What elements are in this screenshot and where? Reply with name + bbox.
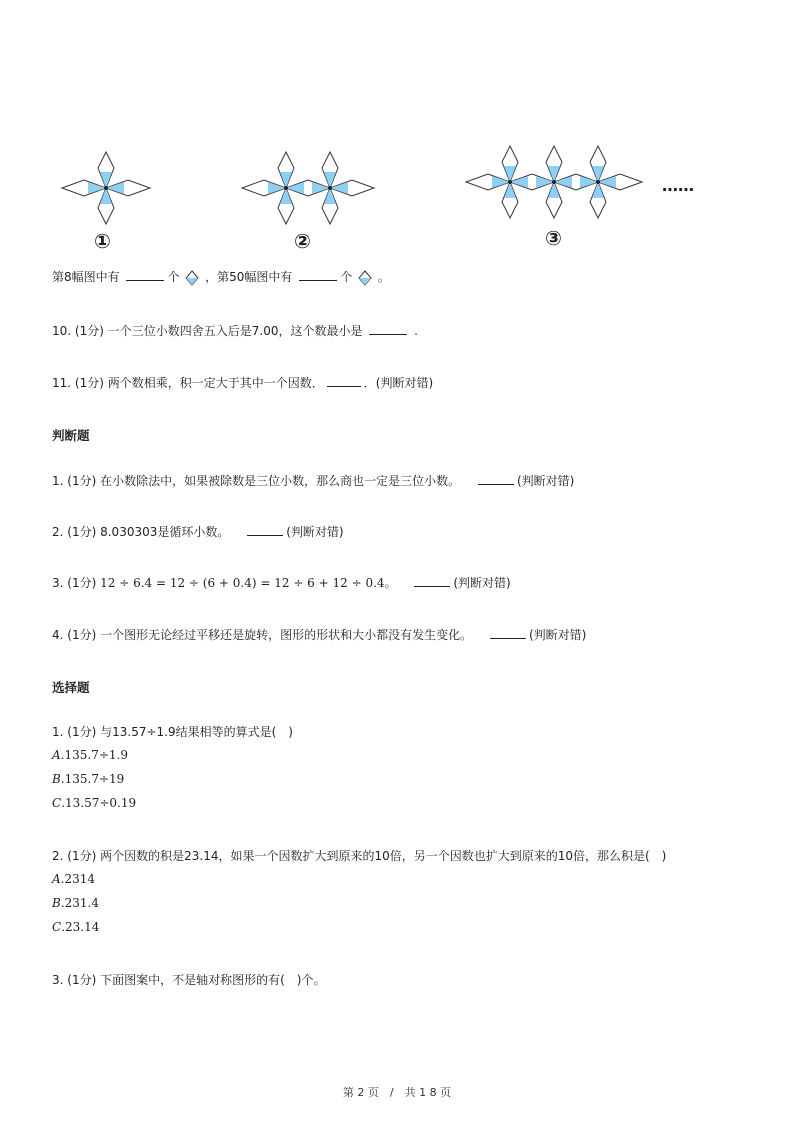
question-end: (判断对错) bbox=[286, 525, 344, 539]
pattern-figure-1 bbox=[58, 150, 154, 226]
section-title-choice: 选择题 bbox=[52, 680, 90, 695]
question-number: 1. bbox=[52, 725, 64, 739]
question-text: 一个三位小数四舍五入后是7.00，这个数最小是 bbox=[107, 324, 363, 338]
question-end: . bbox=[414, 324, 418, 338]
ellipsis: …… bbox=[662, 176, 694, 195]
question-text: 一个图形无论经过平移还是旋转，图形的形状和大小都没有发生变化。 bbox=[100, 628, 473, 642]
question-number: 2. bbox=[52, 849, 64, 863]
question-text: 与13.57÷1.9结果相等的算式是( ) bbox=[100, 725, 293, 739]
judge-question-4 bbox=[52, 626, 586, 643]
diamond-icon bbox=[358, 270, 372, 286]
question-number: 1. bbox=[52, 474, 64, 488]
q9-text-4: 个 bbox=[340, 270, 353, 284]
question-score: (1分) bbox=[67, 973, 97, 987]
q9-text-2: 个 bbox=[167, 270, 180, 284]
q9-answer-line bbox=[52, 268, 390, 286]
option-letter: B bbox=[52, 896, 61, 910]
section-title-judge: 判断题 bbox=[52, 428, 90, 443]
question-score: (1分) bbox=[67, 474, 97, 488]
choice-option[interactable] bbox=[52, 796, 136, 810]
option-letter: A bbox=[52, 872, 61, 886]
figure-label-2: ② bbox=[294, 229, 311, 253]
answer-blank[interactable] bbox=[327, 374, 361, 387]
pattern-figure-3 bbox=[462, 144, 648, 220]
option-text: .2314 bbox=[60, 872, 96, 886]
question-text: 12 ÷ 6.4 = 12 ÷ (6 + 0.4) = 12 ÷ 6 + 12 ÷ 0.4。 bbox=[100, 576, 397, 590]
question-text: 两个数相乘，积一定大于其中一个因数． bbox=[107, 376, 324, 390]
answer-blank[interactable] bbox=[126, 268, 164, 281]
choice-option[interactable] bbox=[52, 920, 99, 934]
diamond-icon bbox=[185, 270, 199, 286]
option-text: .135.7÷19 bbox=[60, 772, 125, 786]
question-score: (1分) bbox=[67, 725, 97, 739]
option-text: .135.7÷1.9 bbox=[60, 748, 128, 762]
option-text: .23.14 bbox=[61, 920, 100, 934]
q9-text-5: 。 bbox=[377, 270, 390, 284]
q9-text-3: ，第50幅图中有 bbox=[205, 270, 293, 284]
question-text: 在小数除法中，如果被除数是三位小数，那么商也一定是三位小数。 bbox=[100, 474, 461, 488]
choice-question-3 bbox=[52, 971, 325, 988]
answer-blank[interactable] bbox=[369, 322, 407, 335]
choice-option[interactable] bbox=[52, 772, 124, 786]
choice-option[interactable] bbox=[52, 748, 128, 762]
question-score: (1分) bbox=[67, 849, 97, 863]
pattern-figure-2 bbox=[238, 150, 378, 226]
question-number: 10. bbox=[52, 324, 72, 338]
option-text: .231.4 bbox=[60, 896, 99, 910]
option-letter: A bbox=[52, 748, 61, 762]
figure-label-1: ① bbox=[94, 229, 111, 253]
figure-label-3: ③ bbox=[545, 226, 562, 250]
option-letter: C bbox=[52, 920, 62, 934]
question-number: 11. bbox=[52, 376, 72, 390]
question-score: (1分) bbox=[74, 324, 104, 338]
judge-question-3 bbox=[52, 574, 511, 591]
question-number: 3. bbox=[52, 576, 64, 590]
answer-blank[interactable] bbox=[247, 523, 283, 536]
answer-blank[interactable] bbox=[490, 626, 526, 639]
option-letter: C bbox=[52, 796, 62, 810]
question-score: (1分) bbox=[67, 525, 97, 539]
question-text: 两个因数的积是23.14，如果一个因数扩大到原来的10倍，另一个因数也扩大到原来的10倍，那么积是( ) bbox=[100, 849, 667, 863]
question-score: (1分) bbox=[67, 628, 97, 642]
question-11 bbox=[52, 374, 433, 391]
question-end: (判断对错) bbox=[528, 628, 587, 642]
question-end: ．(判断对错) bbox=[363, 376, 434, 390]
question-number: 3. bbox=[52, 973, 64, 987]
question-text: 8.030303是循环小数。 bbox=[100, 525, 230, 539]
question-number: 2. bbox=[52, 525, 64, 539]
question-score: (1分) bbox=[67, 576, 97, 590]
option-text: .13.57÷0.19 bbox=[61, 796, 137, 810]
q9-text-1: 第8幅图中有 bbox=[52, 270, 120, 284]
option-letter: B bbox=[52, 772, 61, 786]
choice-question-2 bbox=[52, 847, 666, 864]
judge-question-2 bbox=[52, 523, 344, 540]
choice-option[interactable] bbox=[52, 896, 99, 910]
question-end: (判断对错) bbox=[516, 474, 575, 488]
question-number: 4. bbox=[52, 628, 64, 642]
question-10 bbox=[52, 322, 418, 339]
choice-option[interactable] bbox=[52, 872, 95, 886]
choice-question-1 bbox=[52, 723, 293, 740]
question-score: (1分) bbox=[74, 376, 104, 390]
question-end: (判断对错) bbox=[453, 576, 511, 590]
answer-blank[interactable] bbox=[414, 574, 450, 587]
answer-blank[interactable] bbox=[478, 472, 514, 485]
question-text: 下面图案中，不是轴对称图形的有( )个。 bbox=[100, 973, 326, 987]
judge-question-1 bbox=[52, 472, 574, 489]
answer-blank[interactable] bbox=[299, 268, 337, 281]
page-footer: 第 2 页 / 共 1 8 页 bbox=[342, 1086, 452, 1099]
